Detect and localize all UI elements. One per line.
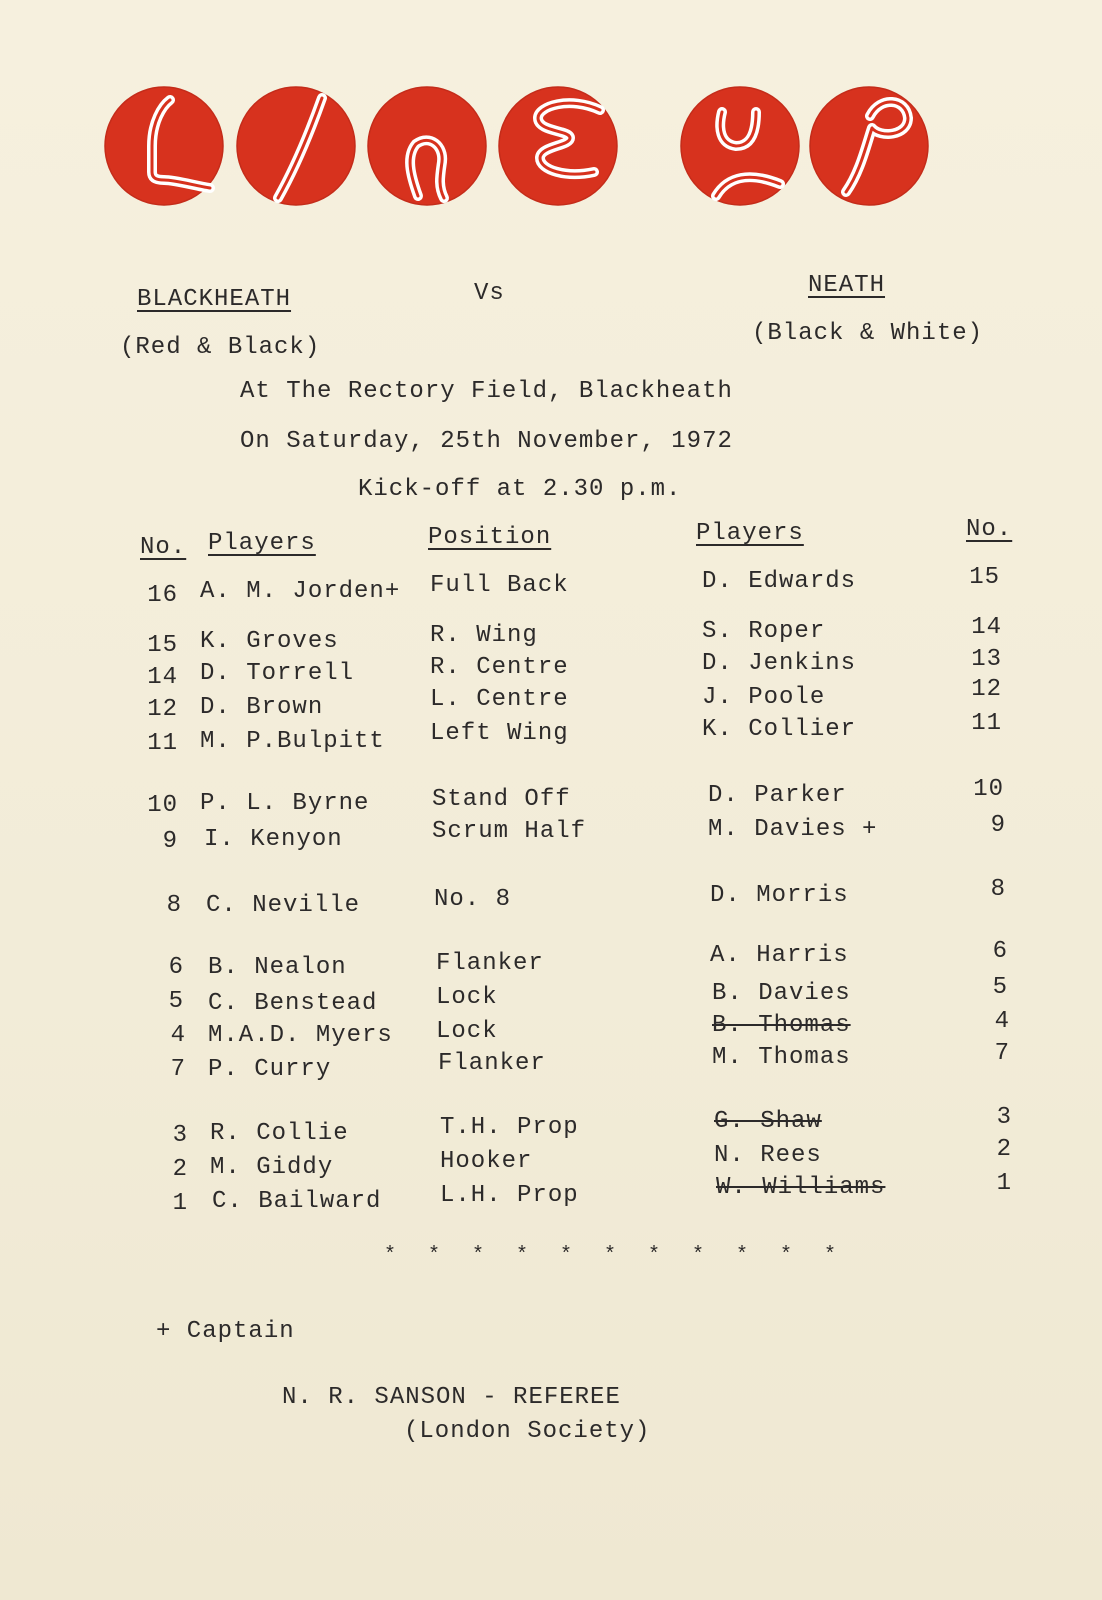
away-no: 11 [971, 710, 1002, 737]
home-player: K. Groves [200, 628, 339, 655]
header-no-right: No. [966, 516, 1013, 543]
position: Scrum Half [432, 818, 587, 845]
header-position: Position [428, 524, 552, 551]
position: No. 8 [434, 886, 512, 913]
home-player: D. Torrell [200, 660, 355, 687]
home-player: B. Nealon [208, 954, 347, 981]
home-no: 4 [170, 1022, 186, 1049]
referee-name: N. R. SANSON - REFEREE [282, 1384, 621, 1411]
position: Lock [436, 1018, 498, 1045]
away-player: J. Poole [702, 684, 826, 711]
home-player: M. P.Bulpitt [200, 728, 385, 755]
captain-note: + Captain [156, 1318, 295, 1345]
logo-ball-n [368, 87, 486, 205]
position: T.H. Prop [440, 1114, 579, 1141]
home-no: 3 [172, 1122, 188, 1149]
match-date: On Saturday, 25th November, 1972 [240, 428, 733, 455]
away-player: D. Parker [708, 782, 847, 809]
away-player-struck: G. Shaw [714, 1108, 822, 1135]
home-no: 12 [147, 696, 178, 723]
home-player: R. Collie [210, 1120, 349, 1147]
home-player: C. Bailward [212, 1188, 382, 1215]
position: R. Centre [430, 654, 569, 681]
away-no: 14 [971, 614, 1002, 641]
home-no: 10 [147, 792, 178, 819]
position: Lock [436, 984, 498, 1011]
position: Full Back [430, 572, 569, 599]
home-no: 14 [147, 664, 178, 691]
away-no: 5 [992, 974, 1008, 1001]
away-player: S. Roper [702, 618, 826, 645]
away-player: M. Davies + [708, 816, 878, 843]
home-no: 11 [147, 730, 178, 757]
home-no: 6 [168, 954, 184, 981]
venue: At The Rectory Field, Blackheath [240, 378, 733, 405]
away-player-struck: W. Williams [716, 1174, 886, 1201]
versus-label: Vs [474, 280, 505, 307]
header-players-left: Players [208, 530, 316, 557]
away-team-colours: (Black & White) [752, 320, 984, 347]
away-no: 6 [992, 938, 1008, 965]
home-team-name: BLACKHEATH [137, 286, 292, 313]
home-team-colours: (Red & Black) [120, 334, 321, 361]
kickoff-time: Kick-off at 2.30 p.m. [358, 476, 682, 503]
position: Flanker [436, 950, 544, 977]
home-player: M.A.D. Myers [208, 1022, 393, 1049]
away-no: 15 [969, 564, 1000, 591]
home-no: 16 [147, 582, 178, 609]
position: Flanker [438, 1050, 546, 1077]
home-player: P. L. Byrne [200, 790, 370, 817]
away-no: 13 [971, 646, 1002, 673]
home-player: I. Kenyon [204, 826, 343, 853]
home-player: P. Curry [208, 1056, 332, 1083]
home-no: 9 [162, 828, 178, 855]
header-players-right: Players [696, 520, 804, 547]
away-no: 8 [990, 876, 1006, 903]
logo-ball-i [237, 87, 355, 205]
home-player: A. M. Jorden+ [200, 578, 401, 605]
away-player: N. Rees [714, 1142, 822, 1169]
referee-society: (London Society) [404, 1418, 651, 1445]
header-no-left: No. [140, 534, 187, 561]
home-no: 15 [147, 632, 178, 659]
home-no: 5 [168, 988, 184, 1015]
line-up-logo [100, 76, 960, 216]
away-player-struck: B. Thomas [712, 1012, 851, 1039]
asterisk-separator: * * * * * * * * * * * [384, 1244, 847, 1267]
home-no: 1 [172, 1190, 188, 1217]
home-player: C. Neville [206, 892, 361, 919]
logo-ball-e [499, 87, 617, 205]
away-no: 9 [990, 812, 1006, 839]
away-team-name: NEATH [808, 272, 886, 299]
away-player: K. Collier [702, 716, 857, 743]
position: Stand Off [432, 786, 571, 813]
away-player: D. Morris [710, 882, 849, 909]
away-no: 3 [996, 1104, 1012, 1131]
position: L. Centre [430, 686, 569, 713]
away-player: B. Davies [712, 980, 851, 1007]
away-no: 1 [996, 1170, 1012, 1197]
away-player: D. Jenkins [702, 650, 857, 677]
position: L.H. Prop [440, 1182, 579, 1209]
home-player: D. Brown [200, 694, 324, 721]
logo-ball-p [810, 87, 928, 205]
away-no: 2 [996, 1136, 1012, 1163]
position: Left Wing [430, 720, 569, 747]
logo-ball-u [681, 87, 799, 205]
away-player: D. Edwards [702, 568, 857, 595]
away-player: M. Thomas [712, 1044, 851, 1071]
away-no: 4 [994, 1008, 1010, 1035]
home-no: 7 [170, 1056, 186, 1083]
home-no: 2 [172, 1156, 188, 1183]
home-player: C. Benstead [208, 990, 378, 1017]
away-no: 7 [994, 1040, 1010, 1067]
position: Hooker [440, 1148, 533, 1175]
away-no: 12 [971, 676, 1002, 703]
logo-ball-l [105, 87, 223, 205]
home-no: 8 [166, 892, 182, 919]
home-player: M. Giddy [210, 1154, 334, 1181]
position: R. Wing [430, 622, 538, 649]
away-no: 10 [973, 776, 1004, 803]
away-player: A. Harris [710, 942, 849, 969]
